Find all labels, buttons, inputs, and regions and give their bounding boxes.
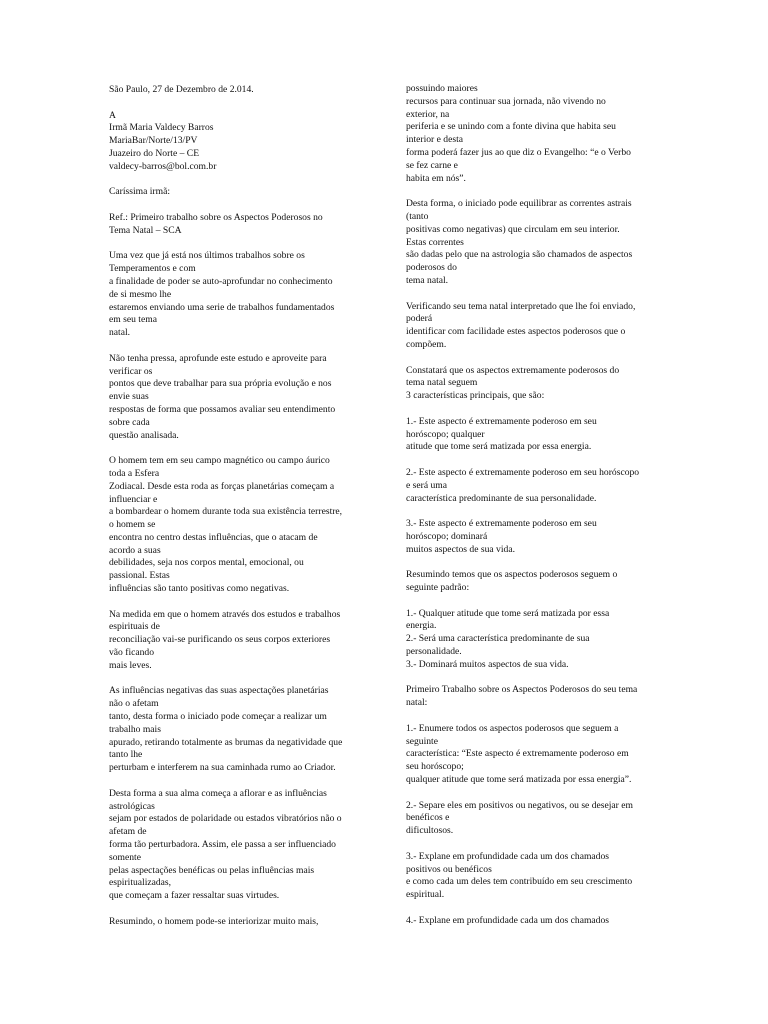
text-line: interior e desta: [406, 134, 464, 146]
text-line: se fez carne e: [406, 159, 458, 171]
text-line: apurado, retirando totalmente as brumas da negatividade que: [109, 736, 343, 748]
paragraph: [406, 416, 658, 454]
text-line: 2.- Separe eles em positivos ou negativos, ou se desejar em: [406, 799, 633, 811]
text-line: Primeiro Trabalho sobre os Aspectos Poderosos do seu tema: [406, 684, 638, 696]
text-line: pontos que deve trabalhar para sua própria evolução e nos: [109, 378, 332, 390]
text-line: de si mesmo lhe: [109, 288, 172, 300]
text-line: tema natal.: [406, 274, 449, 286]
text-line: afetam de: [109, 826, 147, 838]
text-line: 3.- Este aspecto é extremamente poderoso em seu: [406, 518, 597, 530]
text-line: verificar os: [109, 365, 153, 377]
text-line: 3.- Explane em profundidade cada um dos chamados: [406, 850, 610, 862]
text-line: personalidade.: [406, 646, 462, 658]
text-line: Juazeiro do Norte – CE: [109, 147, 200, 159]
text-line: passional. Estas: [109, 570, 170, 582]
text-line: qualquer atitude que tome será matizada por essa energia”.: [406, 774, 632, 786]
text-line: acordo a suas: [109, 544, 161, 556]
text-line: atitude que tome será matizada por essa energia.: [406, 441, 592, 453]
text-line: Ref.: Primeiro trabalho sobre os Aspectos Poderosos no: [109, 211, 323, 223]
paragraph: [109, 212, 367, 238]
text-line: 2.- Este aspecto é extremamente poderoso em seu horóscopo: [406, 466, 640, 478]
paragraph: [406, 608, 658, 672]
text-line: Desta forma, o iniciado pode equilibrar as correntes astrais: [406, 198, 632, 210]
text-line: encontra no centro destas influências, que o atacam de: [109, 531, 318, 543]
text-line: característica: “Este aspecto é extremamente poderoso em: [406, 748, 629, 760]
text-line: toda a Esfera: [109, 467, 160, 479]
text-line: influenciar e: [109, 493, 158, 505]
text-line: espiritual.: [406, 889, 445, 901]
paragraph: [109, 110, 367, 174]
text-line: Desta forma a sua alma começa a aflorar e as influências: [109, 787, 327, 799]
paragraph: [406, 198, 658, 288]
text-line: que começam a fazer ressaltar suas virtudes.: [109, 890, 280, 902]
text-line: energia.: [406, 620, 437, 632]
text-line: espiritualizadas,: [109, 877, 172, 889]
text-line: forma tão perturbadora. Assim, ele passa a ser influenciado: [109, 839, 336, 851]
text-line: 2.- Será uma característica predominante de sua: [406, 633, 590, 645]
paragraph: [109, 250, 367, 340]
text-line: natal.: [109, 327, 131, 339]
text-line: envie suas: [109, 391, 149, 403]
text-line: estaremos enviando uma serie de trabalhos fundamentados: [109, 301, 335, 313]
text-line: muitos aspectos de sua vida.: [406, 543, 515, 555]
paragraph: [406, 301, 658, 352]
text-line: Estas correntes: [406, 236, 464, 248]
text-line: horóscopo; qualquer: [406, 428, 485, 440]
right-text-column: [406, 83, 658, 940]
paragraph: [406, 851, 658, 902]
paragraph: [406, 467, 658, 505]
text-line: 1.- Enumere todos os aspectos poderosos que seguem a: [406, 722, 619, 734]
text-line: e como cada um deles tem contribuído em seu crescimento: [406, 876, 633, 888]
text-line: periferia e se unindo com a fonte divina que habita seu: [406, 121, 616, 133]
text-line: MariaBar/Norte/13/PV: [109, 135, 198, 147]
text-line: tanto, desta forma o iniciado pode começar a realizar um: [109, 711, 327, 723]
paragraph: [109, 685, 367, 775]
text-line: 1.- Qualquer atitude que tome será matizada por essa: [406, 607, 610, 619]
paragraph: [109, 609, 367, 673]
text-line: As influências negativas das suas aspectações planetárias: [109, 685, 329, 697]
text-line: (tanto: [406, 210, 429, 222]
text-line: O homem tem em seu campo magnético ou campo áurico: [109, 455, 330, 467]
text-line: influências são tanto positivas como negativas.: [109, 583, 290, 595]
text-line: mais leves.: [109, 659, 152, 671]
left-text-column: [109, 84, 367, 941]
text-line: vão ficando: [109, 647, 155, 659]
text-line: não o afetam: [109, 698, 159, 710]
paragraph: [406, 684, 658, 710]
text-line: perturbam e interferem na sua caminhada rumo ao Criador.: [109, 762, 336, 774]
text-line: trabalho mais: [109, 723, 161, 735]
text-line: possuindo maiores: [406, 83, 478, 94]
text-line: sobre cada: [109, 416, 150, 428]
text-line: A: [109, 109, 116, 121]
paragraph: [109, 186, 367, 199]
paragraph: [406, 800, 658, 838]
text-line: característica predominante de sua personalidade.: [406, 492, 597, 504]
paragraph: [109, 455, 367, 596]
text-line: positivas como negativas) que circulam em seu interior.: [406, 223, 620, 235]
text-line: pelas aspectações benéficas ou pelas influências mais: [109, 864, 315, 876]
text-line: seu horóscopo;: [406, 761, 464, 773]
text-line: reconciliação vai-se purificando os seus corpos exteriores: [109, 634, 331, 646]
text-line: Não tenha pressa, aprofunde este estudo e aproveite para: [109, 352, 327, 364]
text-line: habita em nós”.: [406, 172, 466, 184]
text-line: recursos para continuar sua jornada, não vivendo no: [406, 95, 606, 107]
text-line: questão analisada.: [109, 429, 179, 441]
text-line: em seu tema: [109, 314, 157, 326]
text-line: tema natal seguem: [406, 377, 478, 389]
text-line: e será uma: [406, 479, 448, 491]
text-line: Tema Natal – SCA: [109, 224, 182, 236]
text-line: respostas de forma que possamos avaliar seu entendimento: [109, 403, 336, 415]
text-line: forma poderá fazer jus ao que diz o Evangelho: “e o Verbo: [406, 146, 631, 158]
text-line: valdecy-barros@bol.com.br: [109, 160, 217, 172]
paragraph: [406, 915, 658, 928]
paragraph: [406, 365, 658, 403]
text-line: espirituais de: [109, 621, 160, 633]
text-line: a finalidade de poder se auto-aprofundar no conhecimento: [109, 275, 333, 287]
text-line: Uma vez que já está nos últimos trabalhos sobre os: [109, 250, 305, 262]
text-line: somente: [109, 851, 141, 863]
text-line: poderosos do: [406, 262, 457, 274]
text-line: Na medida em que o homem através dos estudos e trabalhos: [109, 608, 341, 620]
paragraph: [109, 916, 367, 929]
paragraph: [406, 723, 658, 787]
text-line: identificar com facilidade estes aspectos poderosos que o: [406, 326, 626, 338]
text-line: benéficos e: [406, 812, 450, 824]
text-line: exterior, na: [406, 108, 450, 120]
text-line: seguinte: [406, 735, 438, 747]
text-line: Resumindo temos que os aspectos poderosos seguem o: [406, 569, 618, 581]
text-line: São Paulo, 27 de Dezembro de 2.014.: [109, 84, 254, 95]
text-line: seguinte padrão:: [406, 582, 470, 594]
text-line: 3.- Dominará muitos aspectos de sua vida.: [406, 658, 569, 670]
text-line: 3 características principais, que são:: [406, 390, 545, 402]
text-line: são dadas pelo que na astrologia são chamados de aspectos: [406, 249, 633, 261]
text-line: debilidades, seja nos corpos mental, emocional, ou: [109, 557, 304, 569]
text-line: Resumindo, o homem pode-se interiorizar muito mais,: [109, 915, 319, 927]
text-line: Verificando seu tema natal interpretado que lhe foi enviado,: [406, 300, 636, 312]
text-line: Temperamentos e com: [109, 263, 196, 275]
text-line: o homem se: [109, 519, 156, 531]
text-line: astrológicas: [109, 800, 155, 812]
text-line: a bombardear o homem durante toda sua existência terrestre,: [109, 506, 343, 518]
text-line: compõem.: [406, 338, 447, 350]
text-line: Caríssima irmã:: [109, 186, 171, 198]
paragraph: [406, 83, 658, 185]
paragraph: [109, 353, 367, 443]
text-line: Irmã Maria Valdecy Barros: [109, 122, 214, 134]
text-line: Zodiacal. Desde esta roda as forças planetárias começam a: [109, 480, 335, 492]
paragraph: [406, 569, 658, 595]
paragraph: [406, 518, 658, 556]
text-line: positivos ou benéficos: [406, 863, 492, 875]
text-line: tanto lhe: [109, 749, 143, 761]
text-line: horóscopo; dominará: [406, 530, 488, 542]
text-line: dificultosos.: [406, 825, 454, 837]
text-line: poderá: [406, 313, 433, 325]
paragraph: [109, 84, 367, 97]
text-line: natal:: [406, 697, 428, 709]
paragraph: [109, 788, 367, 903]
text-line: Constatará que os aspectos extremamente poderosos do: [406, 364, 620, 376]
text-line: sejam por estados de polaridade ou estados vibratórios não o: [109, 813, 342, 825]
text-line: 4.- Explane em profundidade cada um dos chamados: [406, 914, 610, 926]
text-line: 1.- Este aspecto é extremamente poderoso em seu: [406, 415, 597, 427]
